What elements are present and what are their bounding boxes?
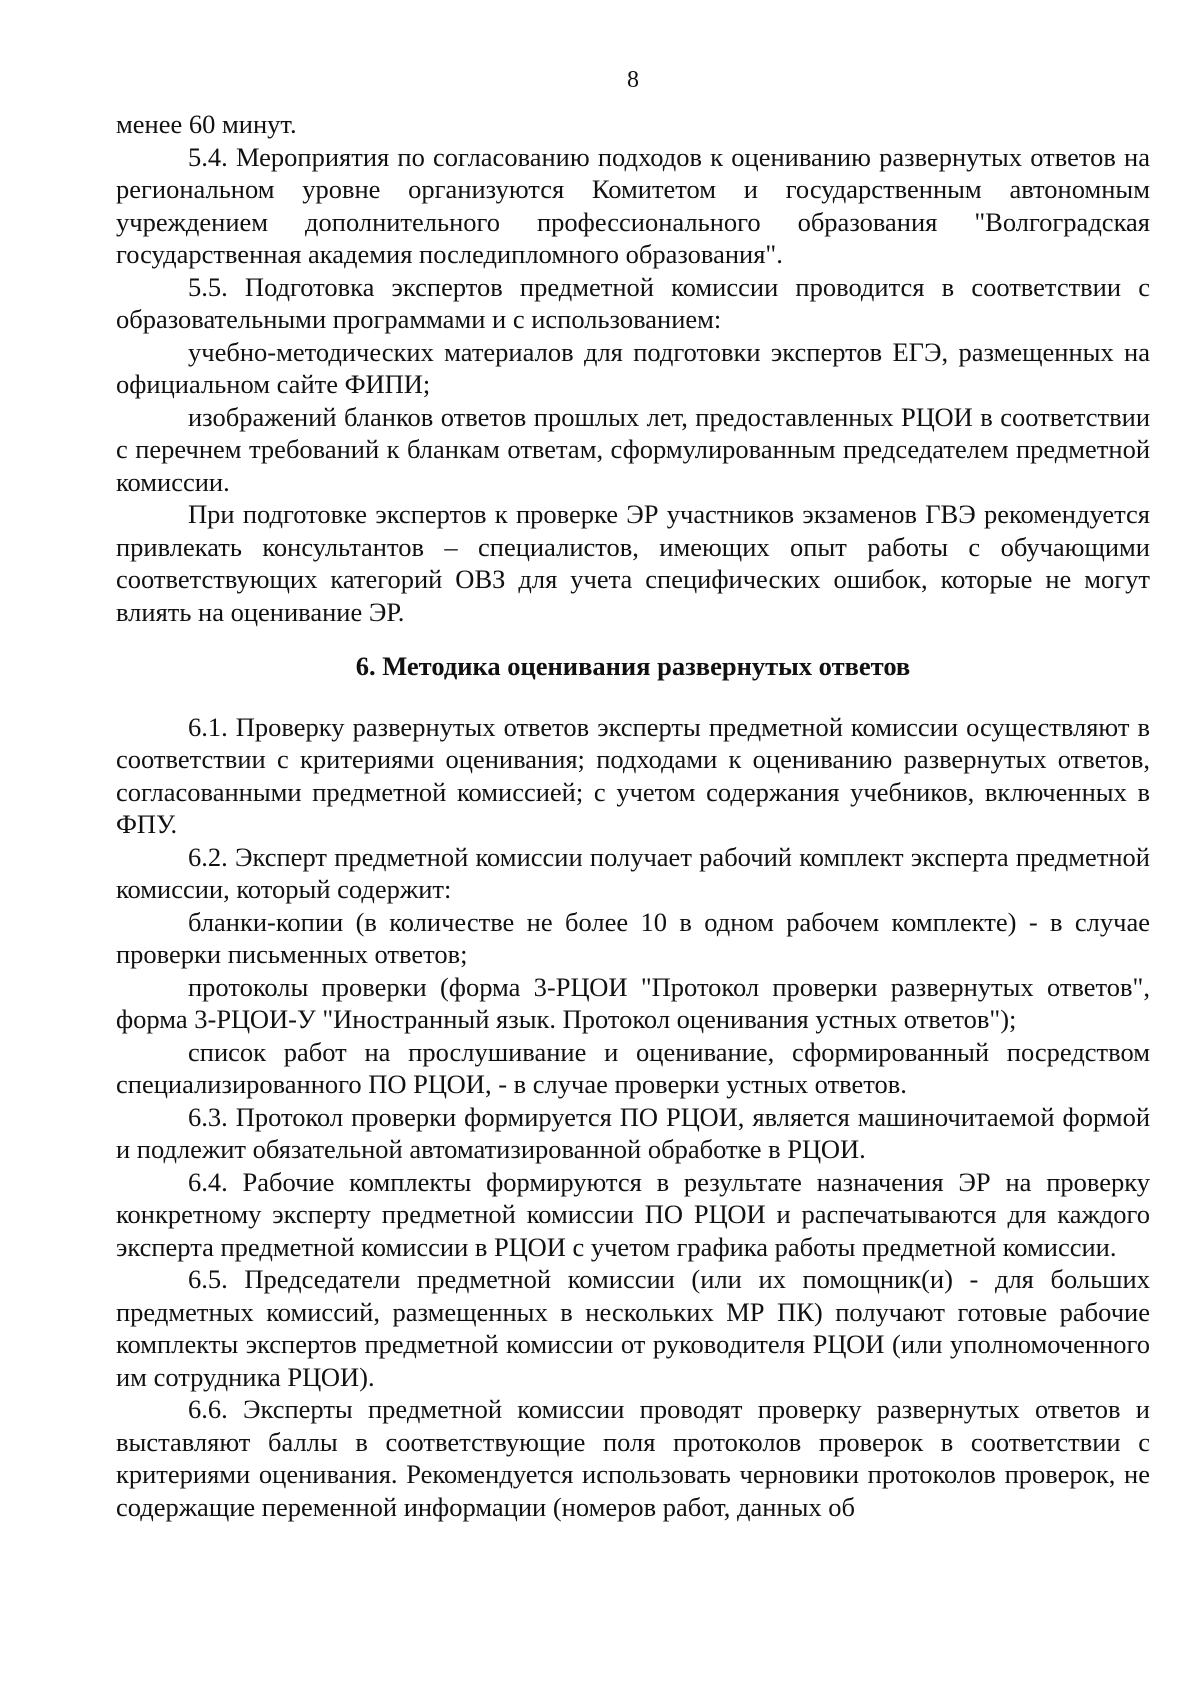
paragraph-6-2: 6.2. Эксперт предметной комиссии получает рабочий комплект эксперта предметной комиссии, который содержит: — [116, 841, 1150, 904]
paragraph-6-6: 6.6. Эксперты предметной комиссии проводят проверку развернутых ответов и выставляют баллы в соответствующие поля протоколов проверок в соответствии с критериями оценивания. Рекомендуется использовать черновики протоколов проверок, не содержащие переменной информации (номеров работ, данных об — [116, 1394, 1150, 1522]
paragraph-6-4: 6.4. Рабочие комплекты формируются в результате назначения ЭР на проверку конкретному эксперту предметной комиссии ПО РЦОИ и распечатываются для каждого эксперта предметной комиссии в РЦОИ с учетом графика работы предметной комиссии. — [116, 1166, 1150, 1262]
list-item-methodical-materials: учебно-методических материалов для подготовки экспертов ЕГЭ, размещенных на официальном сайте ФИПИ; — [116, 336, 1150, 399]
section-heading: 6. Методика оценивания развернутых ответов — [355, 651, 911, 681]
list-item-protocols: протоколы проверки (форма 3-РЦОИ "Протокол проверки развернутых ответов", форма 3-РЦОИ-У "Иностранный язык. Протокол оценивания устных ответов"); — [116, 971, 1150, 1034]
paragraph-6-5: 6.5. Председатели предметной комиссии (или их помощник(и) - для больших предметных комиссий, размещенных в нескольких МР ПК) получают готовые рабочие комплекты экспертов предметной комиссии от руководителя РЦОИ (или уполномоченного им сотрудника РЦОИ). — [116, 1264, 1150, 1392]
paragraph-consultants: При подготовке экспертов к проверке ЭР участников экзаменов ГВЭ рекомендуется привлекать консультантов – специалистов, имеющих опыт работы с обучающими соответствующих категорий ОВЗ для учета специфических ошибок, которые не могут влиять на оценивание ЭР. — [116, 499, 1150, 627]
list-item-listening-list: список работ на прослушивание и оценивание, сформированный посредством специализированного ПО РЦОИ, - в случае проверки устных ответов. — [116, 1036, 1150, 1099]
paragraph-6-3: 6.3. Протокол проверки формируется ПО РЦОИ, является машиночитаемой формой и подлежит обязательной автоматизированной обработке в РЦОИ. — [116, 1101, 1150, 1164]
paragraph-5-4: 5.4. Мероприятия по согласованию подходов к оцениванию развернутых ответов на региональном уровне организуются Комитетом и государственным автономным учреждением дополнительного профессионального образования "Волгоградская государственная академия последипломного образования". — [116, 141, 1150, 269]
paragraph-continuation: менее 60 минут. — [116, 109, 297, 139]
document-page — [116, 64, 1150, 1523]
page-number: 8 — [627, 67, 639, 93]
paragraph-5-5: 5.5. Подготовка экспертов предметной комиссии проводится в соответствии с образовательными программами и с использованием: — [116, 271, 1150, 334]
paragraph-6-1: 6.1. Проверку развернутых ответов эксперты предметной комиссии осуществляют в соответствии с критериями оценивания; подходами к оцениванию развернутых ответов, согласованными предметной комиссией; с учетом содержания учебников, включенных в ФПУ. — [116, 711, 1150, 839]
list-item-blank-copies: бланки-копии (в количестве не более 10 в одном рабочем комплекте) - в случае проверки письменных ответов; — [116, 906, 1150, 969]
list-item-form-images: изображений бланков ответов прошлых лет, предоставленных РЦОИ в соответствии с перечнем требований к бланкам ответам, сформулированным председателем предметной комиссии. — [116, 401, 1150, 497]
